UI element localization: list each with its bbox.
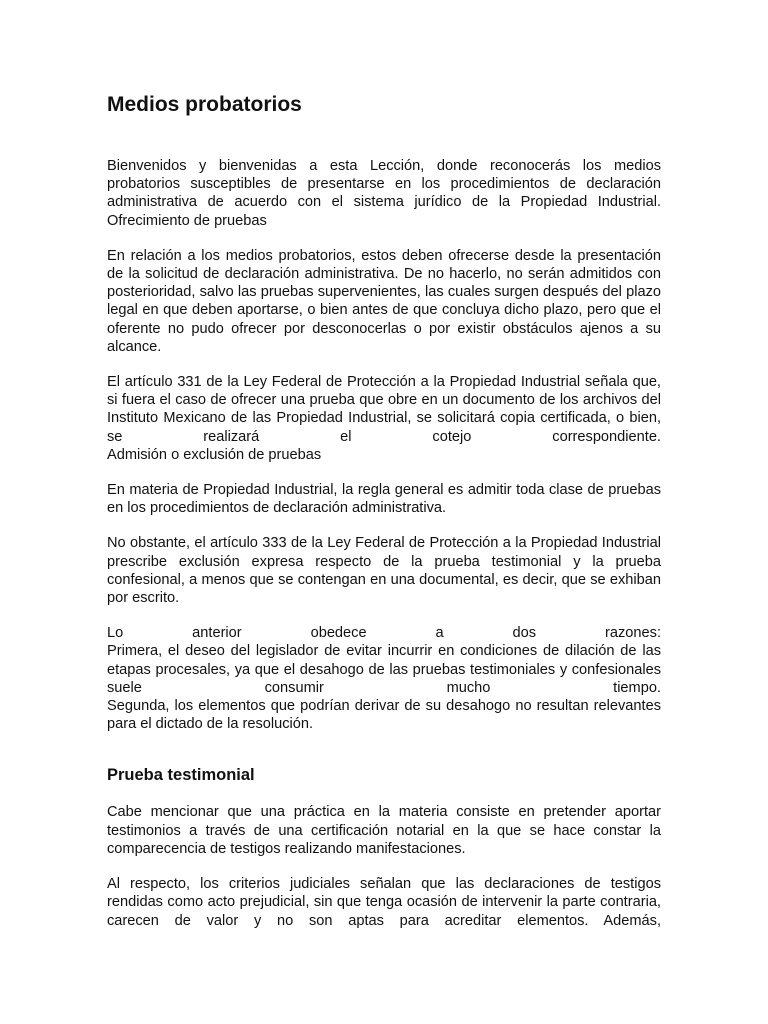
paragraph-practica: Cabe mencionar que una práctica en la materia consiste en pretender aportar testimonios a través de una certificación notarial en la que se hace constar la comparecencia de testigos realizando manifestaciones. (107, 804, 661, 857)
paragraph-regla-general: En materia de Propiedad Industrial, la regla general es admitir toda clase de pruebas en los procedimientos de declaración administrativa. (107, 482, 661, 517)
document-content (107, 92, 661, 947)
paragraph-razones (107, 624, 661, 733)
articulo-331-text: El artículo 331 de la Ley Federal de Protección a la Propiedad Industrial señala que, si fuera el caso de ofrecer una prueba que obre en un documento de los archivos del Instituto Mexicano de las Propiedad Industrial, se solicitará copia certificada, o bien, se realizará el cotejo correspondiente. (107, 374, 661, 445)
paragraph-criterios: Al respecto, los criterios judiciales señalan que las declaraciones de testigos rendidas como acto prejudicial, sin que tenga ocasión de intervenir la parte contraria, carecen de valor y no son aptas para acreditar elementos. Además, (107, 876, 661, 929)
paragraph-articulo-333: No obstante, el artículo 333 de la Ley Federal de Protección a la Propiedad Industrial prescribe exclusión expresa respecto de la prueba testimonial y la prueba confesional, a menos que se contengan en una documental, es decir, que se exhiban por escrito. (107, 535, 661, 607)
paragraph-medios: En relación a los medios probatorios, estos deben ofrecerse desde la presentación de la solicitud de declaración administrativa. De no hacerlo, no serán admitidos con posterioridad, salvo las pruebas supervenientes, las cuales surgen después del plazo legal en que deben aportarse, o bien antes de que concluya dicho plazo, pero que el oferente no pudo ofrecer por desconocerlas o por existir obstáculos ajenos a su alcance. (107, 247, 661, 355)
razon-segunda: Segunda, los elementos que podrían derivar de su desahogo no resultan relevantes para el dictado de la resolución. (107, 698, 661, 733)
intro-paragraph (107, 157, 661, 230)
subheading-admision: Admisión o exclusión de pruebas (107, 446, 322, 463)
intro-text: Bienvenidos y bienvenidas a esta Lección, donde reconocerás los medios probatorios susceptibles de presentarse en los procedimientos de declaración administrativa de acuerdo con el sistema jurídico de la Propiedad Industrial. (107, 158, 661, 211)
section-heading-prueba-testimonial: Prueba testimonial (107, 766, 255, 785)
razon-primera: Primera, el deseo del legislador de evitar incurrir en condiciones de dilación de las etapas procesales, ya que el desahogo de las pruebas testimoniales y confesionales suele consumir mucho tiempo. (107, 643, 661, 696)
paragraph-articulo-331 (107, 373, 661, 464)
razones-intro: Lo anterior obedece a dos razones: (107, 625, 661, 642)
page-title: Medios probatorios (107, 93, 302, 116)
subheading-ofrecimiento: Ofrecimiento de pruebas (107, 212, 267, 229)
